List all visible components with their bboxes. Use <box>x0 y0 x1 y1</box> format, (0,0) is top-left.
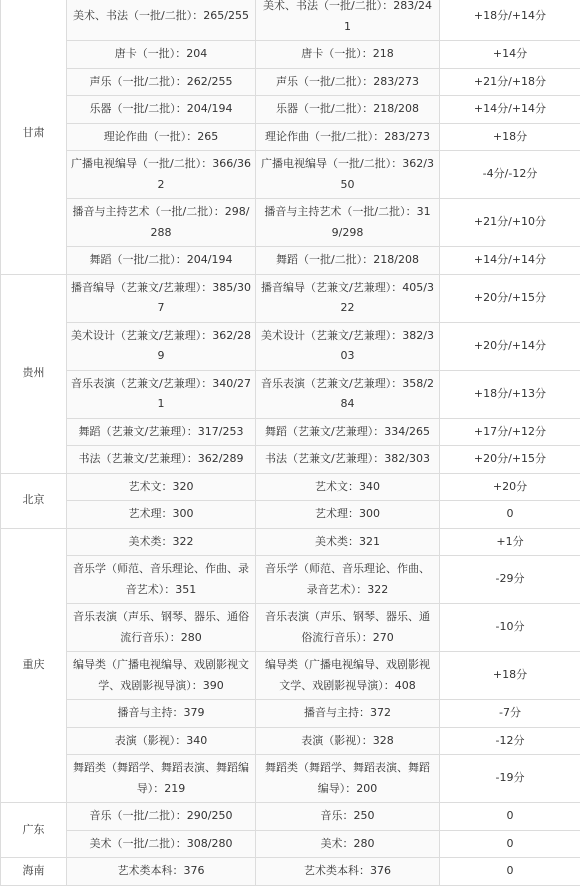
table-row <box>1 473 580 501</box>
table-row <box>1 700 580 728</box>
score-cell-previous: 美术、书法（一批/二批）：265/255 <box>67 0 256 41</box>
score-cell-previous: 音乐（一批/二批）：290/250 <box>67 803 256 831</box>
score-cell-previous: 播音与主持：379 <box>67 700 256 728</box>
score-cell-previous: 美术类：322 <box>67 528 256 556</box>
province-cell: 北京 <box>1 473 67 528</box>
score-cell-current: 音乐表演（艺兼文/艺兼理）：358/284 <box>256 370 440 418</box>
score-change-cell: +21分/+10分 <box>440 199 580 247</box>
score-cell-current: 编导类（广播电视编导、戏剧影视文学、戏剧影视导演）：408 <box>256 652 440 700</box>
score-cell-previous: 美术设计（艺兼文/艺兼理）：362/289 <box>67 322 256 370</box>
table-row <box>1 803 580 831</box>
score-cell-current: 播音编导（艺兼文/艺兼理）：405/322 <box>256 274 440 322</box>
score-cell-current: 舞蹈（艺兼文/艺兼理）：334/265 <box>256 418 440 446</box>
score-change-cell: 0 <box>440 803 580 831</box>
score-cell-previous: 舞蹈类（舞蹈学、舞蹈表演、舞蹈编导）：219 <box>67 755 256 803</box>
table-row <box>1 556 580 604</box>
score-cell-previous: 乐器（一批/二批）：204/194 <box>67 96 256 124</box>
table-row <box>1 151 580 199</box>
score-cell-previous: 舞蹈（一批/二批）：204/194 <box>67 247 256 275</box>
province-cell: 甘肃 <box>1 0 67 274</box>
table-row <box>1 247 580 275</box>
score-cell-current: 美术、书法（一批/二批）：283/241 <box>256 0 440 41</box>
score-change-cell: 0 <box>440 830 580 858</box>
score-cell-current: 广播电视编导（一批/二批）：362/350 <box>256 151 440 199</box>
score-change-cell: -19分 <box>440 755 580 803</box>
score-cell-previous: 音乐表演（艺兼文/艺兼理）：340/271 <box>67 370 256 418</box>
province-cell: 海南 <box>1 858 67 886</box>
score-change-cell: 0 <box>440 858 580 886</box>
score-cell-current: 理论作曲（一批/二批）：283/273 <box>256 123 440 151</box>
table-row <box>1 96 580 124</box>
score-change-cell: +17分/+12分 <box>440 418 580 446</box>
score-change-cell: +14分 <box>440 41 580 69</box>
score-cell-current: 音乐：250 <box>256 803 440 831</box>
table-row <box>1 418 580 446</box>
table-row <box>1 123 580 151</box>
score-cell-current: 唐卡（一批）：218 <box>256 41 440 69</box>
score-change-cell: -4分/-12分 <box>440 151 580 199</box>
score-cell-current: 书法（艺兼文/艺兼理）：382/303 <box>256 446 440 474</box>
table-row <box>1 604 580 652</box>
score-cell-current: 艺术理：300 <box>256 501 440 529</box>
score-change-cell: +18分 <box>440 652 580 700</box>
score-cell-previous: 艺术类本科：376 <box>67 858 256 886</box>
score-cell-previous: 书法（艺兼文/艺兼理）：362/289 <box>67 446 256 474</box>
score-cell-current: 美术：280 <box>256 830 440 858</box>
table-row <box>1 501 580 529</box>
table-row <box>1 727 580 755</box>
score-cell-previous: 表演（影视）：340 <box>67 727 256 755</box>
table-row <box>1 370 580 418</box>
score-cell-previous: 播音编导（艺兼文/艺兼理）：385/307 <box>67 274 256 322</box>
score-change-cell: +20分/+15分 <box>440 274 580 322</box>
score-change-cell: -10分 <box>440 604 580 652</box>
score-cell-current: 美术类：321 <box>256 528 440 556</box>
province-cell: 重庆 <box>1 528 67 803</box>
score-cell-current: 艺术文：340 <box>256 473 440 501</box>
score-change-cell: -7分 <box>440 700 580 728</box>
table-row <box>1 322 580 370</box>
score-cell-current: 声乐（一批/二批）：283/273 <box>256 68 440 96</box>
score-change-cell: +18分/+13分 <box>440 370 580 418</box>
score-change-cell: 0 <box>440 501 580 529</box>
score-change-cell: +20分/+14分 <box>440 322 580 370</box>
score-cell-previous: 艺术理：300 <box>67 501 256 529</box>
score-cell-previous: 广播电视编导（一批/二批）：366/362 <box>67 151 256 199</box>
table-row <box>1 858 580 886</box>
score-change-cell: +18分/+14分 <box>440 0 580 41</box>
table-row <box>1 528 580 556</box>
table-row <box>1 68 580 96</box>
score-change-cell: +18分 <box>440 123 580 151</box>
province-cell: 贵州 <box>1 274 67 473</box>
score-cell-current: 艺术类本科：376 <box>256 858 440 886</box>
score-cell-current: 舞蹈（一批/二批）：218/208 <box>256 247 440 275</box>
score-change-cell: +1分 <box>440 528 580 556</box>
score-cell-current: 音乐学（师范、音乐理论、作曲、录音艺术）：322 <box>256 556 440 604</box>
table-row <box>1 274 580 322</box>
score-change-cell: -12分 <box>440 727 580 755</box>
table-row <box>1 41 580 69</box>
score-table-body <box>1 0 580 885</box>
score-cell-previous: 理论作曲（一批）：265 <box>67 123 256 151</box>
table-row <box>1 446 580 474</box>
score-cell-previous: 唐卡（一批）：204 <box>67 41 256 69</box>
score-cell-current: 音乐表演（声乐、钢琴、器乐、通俗流行音乐）：270 <box>256 604 440 652</box>
province-cell: 广东 <box>1 803 67 858</box>
score-cell-previous: 美术（一批/二批）：308/280 <box>67 830 256 858</box>
score-cell-previous: 编导类（广播电视编导、戏剧影视文学、戏剧影视导演）：390 <box>67 652 256 700</box>
score-change-cell: +20分 <box>440 473 580 501</box>
score-cell-current: 乐器（一批/二批）：218/208 <box>256 96 440 124</box>
table-row <box>1 0 580 41</box>
score-cell-current: 播音与主持艺术（一批/二批）：319/298 <box>256 199 440 247</box>
score-change-cell: +20分/+15分 <box>440 446 580 474</box>
score-cell-previous: 音乐表演（声乐、钢琴、器乐、通俗流行音乐）：280 <box>67 604 256 652</box>
score-cell-current: 表演（影视）：328 <box>256 727 440 755</box>
score-cell-previous: 舞蹈（艺兼文/艺兼理）：317/253 <box>67 418 256 446</box>
score-cell-previous: 播音与主持艺术（一批/二批）：298/288 <box>67 199 256 247</box>
score-cell-current: 美术设计（艺兼文/艺兼理）：382/303 <box>256 322 440 370</box>
score-change-cell: -29分 <box>440 556 580 604</box>
table-row <box>1 652 580 700</box>
score-change-cell: +14分/+14分 <box>440 247 580 275</box>
score-change-cell: +14分/+14分 <box>440 96 580 124</box>
score-cell-current: 舞蹈类（舞蹈学、舞蹈表演、舞蹈编导）：200 <box>256 755 440 803</box>
score-cell-current: 播音与主持：372 <box>256 700 440 728</box>
table-row <box>1 199 580 247</box>
score-change-cell: +21分/+18分 <box>440 68 580 96</box>
score-cell-previous: 艺术文：320 <box>67 473 256 501</box>
score-cell-previous: 声乐（一批/二批）：262/255 <box>67 68 256 96</box>
score-cell-previous: 音乐学（师范、音乐理论、作曲、录音艺术）：351 <box>67 556 256 604</box>
table-row <box>1 830 580 858</box>
table-row <box>1 755 580 803</box>
